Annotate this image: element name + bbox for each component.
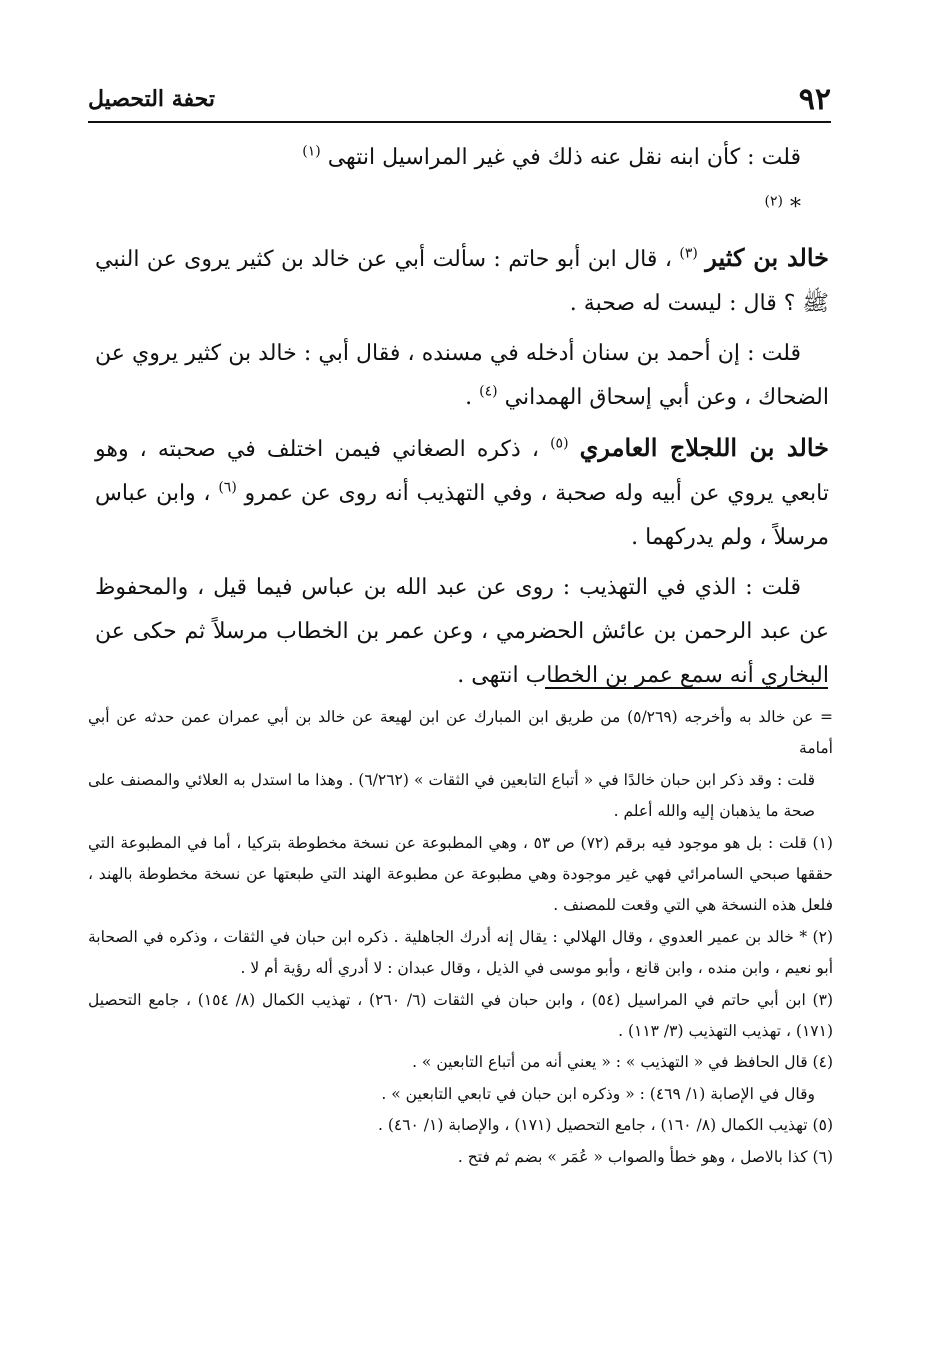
footnote-6: (٦) كذا بالاصل ، وهو خطأ والصواب « عُمَر » بضم ثم فتح . — [457, 1147, 833, 1166]
footnotes — [88, 702, 833, 1173]
entry-name-khalid-bin-kathir: خالد بن كثير — [705, 243, 830, 272]
paragraph-2 — [95, 186, 829, 230]
footnote-ref-4: (٤) — [479, 383, 498, 400]
footnote-continuation-b: قلت : وقد ذكر ابن حبان خالدًا في « أتباع التابعين في الثقات » (٦/٢٦٢) . وهذا ما استدل به العلائي والمصنف على صحة ما يذهبان إليه والله أعلم . — [88, 770, 815, 821]
entry-name-khalid-bin-lajlaj: خالد بن اللجلاج العامري — [579, 433, 829, 462]
star-marker: * — [790, 195, 801, 220]
footnote-continuation-a: = عن خالد به وأخرجه (٥/٢٦٩) من طريق ابن المبارك عن ابن لهيعة عن خالد بن أبي عمران عمن حدثه عن أبي أمامة — [88, 708, 834, 758]
page-number: ٩٢ — [798, 82, 831, 117]
paragraph-6-text: قلت : الذي في التهذيب : روى عن عبد الله بن عباس فيما قيل ، والمحفوظ عن عبد الرحمن بن عائش الحضرمي ، وعن عمر بن الخطاب مرسلاً ثم حكى عن البخاري أنه سمع عمر بن الخطاب انتهى . — [95, 575, 829, 688]
paragraph-4-text-b: . — [465, 385, 473, 410]
paragraph-5 — [95, 426, 829, 560]
footnote-3: (٣) ابن أبي حاتم في المراسيل (٥٤) ، وابن حبان في الثقات (٦/ ٢٦٠) ، تهذيب الكمال (٨/ ١٥٤) ، جامع التحصيل (١٧١) ، تهذيب التهذيب (٣/ ١١٣) . — [88, 990, 833, 1041]
footnote-2: (٢) * خالد بن عمير العدوي ، وقال الهلالي : يقال إنه أدرك الجاهلية . ذكره ابن حبان في الثقات ، وذكره في الصحابة أبو نعيم ، وابن منده ، وابن قانع ، وأبو موسى في الذيل ، وقال عبدان : لا أدري أله رؤية أم لا . — [88, 927, 833, 978]
footnote-1: (١) قلت : بل هو موجود فيه برقم (٧٢) ص ٥٣ ، وهي المطبوعة عن نسخة مخطوطة بتركيا ، أما في المطبوعة التي حققها صبحي السامرائي فهي غير موجودة وهي مطبوعة عن مطبوعة الهند التي طبعتها عن نسخة مخطوطة بالهند ، فلعل هذه النسخة هي التي وقعت للمصنف . — [88, 833, 833, 915]
paragraph-6 — [95, 566, 829, 698]
paragraph-1 — [95, 136, 829, 180]
paragraph-3-text: ، قال ابن أبو حاتم : سألت أبي عن خالد بن كثير يروى عن النبي ﷺ ؟ قال : ليست له صحبة . — [95, 247, 829, 316]
book-title: تحفة التحصيل — [88, 86, 215, 112]
paragraph-5-text-a: ، ذكره الصغاني فيمن اختلف في صحبته ، وهو تابعي يروي عن أبيه وله صحبة ، وفي التهذيب أنه روى عن عمرو — [95, 437, 829, 506]
footnote-divider — [545, 687, 828, 689]
footnote-ref-2: (٢) — [764, 193, 783, 210]
paragraph-1-text: قلت : كأن ابنه نقل عنه ذلك في غير المراسيل انتهى — [327, 145, 801, 170]
footnote-ref-5: (٥) — [550, 435, 569, 452]
footnote-5: (٥) تهذيب الكمال (٨/ ١٦٠) ، جامع التحصيل (١٧١) ، والإصابة (١/ ٤٦٠) . — [377, 1116, 833, 1135]
footnote-ref-1: (١) — [302, 143, 321, 160]
paragraph-4 — [95, 332, 829, 420]
page-header — [88, 82, 831, 118]
paragraph-4-text-a: قلت : إن أحمد بن سنان أدخله في مسنده ، فقال أبي : خالد بن كثير يروي عن الضحاك ، وعن أبي إسحاق الهمداني — [95, 341, 829, 410]
footnote-ref-6: (٦) — [218, 479, 237, 496]
footnote-ref-3: (٣) — [679, 245, 698, 262]
paragraph-5-text-b: ، وابن عباس مرسلاً ، ولم يدركهما . — [95, 481, 829, 550]
footnote-4-continuation: وقال في الإصابة (١/ ٤٦٩) : « وذكره ابن حبان في تابعي التابعين » . — [381, 1084, 815, 1103]
main-text — [95, 136, 829, 704]
footnote-4: (٤) قال الحافظ في « التهذيب » : « يعني أنه من أتباع التابعين » . — [412, 1053, 833, 1072]
paragraph-3 — [95, 236, 829, 326]
header-divider — [88, 121, 831, 123]
